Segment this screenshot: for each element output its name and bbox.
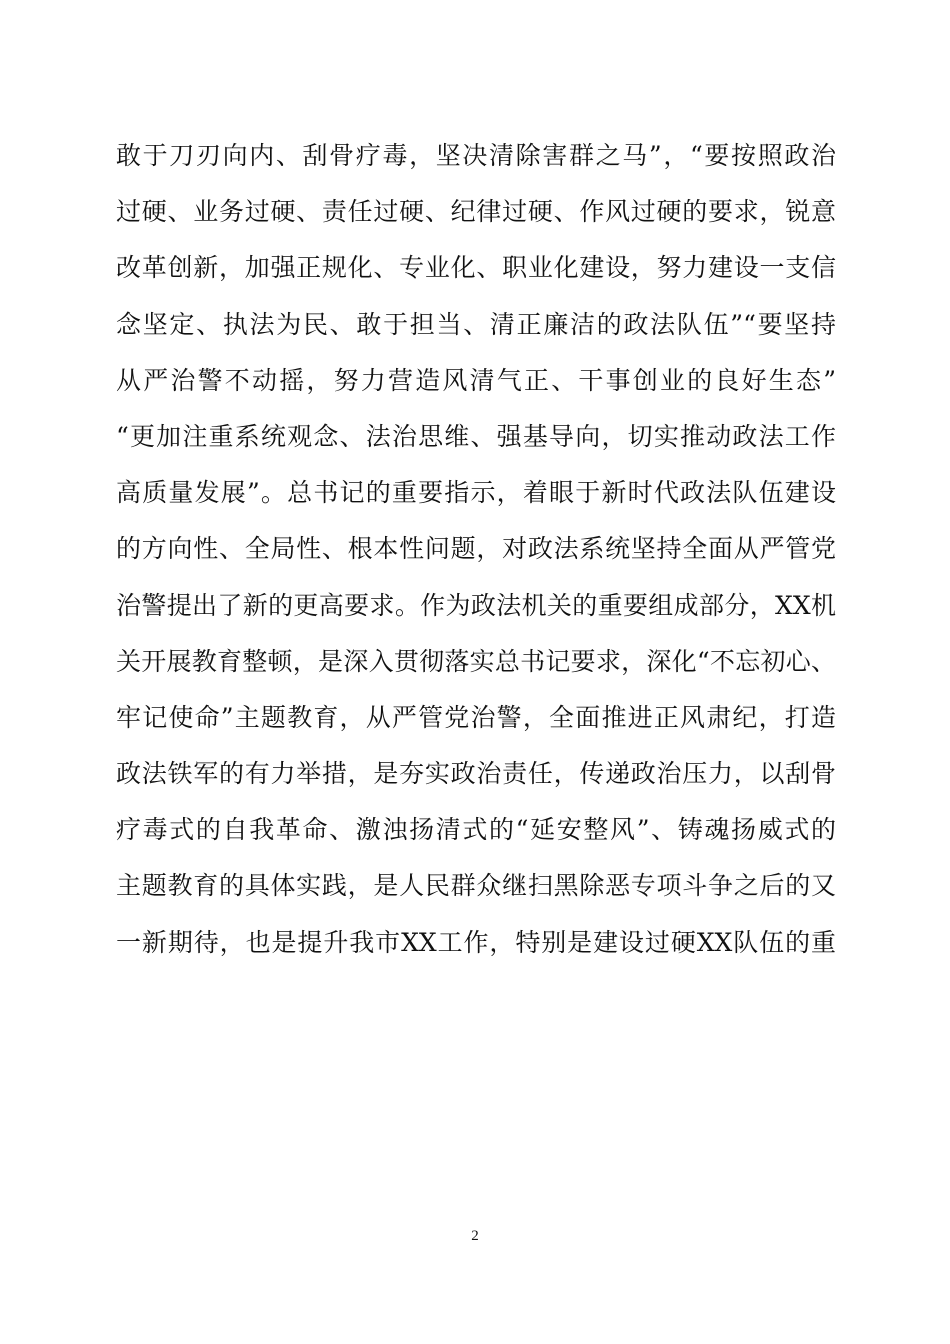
text-line-15: 一新期待，也是提升我市XX工作，特别是建设过硬XX队伍的重 (116, 927, 836, 957)
text-line-12: 政法铁军的有力举措，是夯实政治责任，传递政治压力，以刮骨 (116, 759, 836, 789)
text-line-14: 主题教育的具体实践，是人民群众继扫黑除恶专项斗争之后的又 (116, 871, 836, 901)
text-line-3: 改革创新，加强正规化、专业化、职业化建设，努力建设一支信 (116, 253, 836, 283)
text-line-4: 念坚定、执法为民、敢于担当、清正廉洁的政法队伍”“要坚持 (116, 309, 836, 339)
text-line-8: 的方向性、全局性、根本性问题，对政法系统坚持全面从严管党 (116, 534, 836, 564)
text-line-10: 关开展教育整顿，是深入贯彻落实总书记要求，深化“不忘初心、 (116, 646, 836, 676)
body-text (116, 128, 836, 971)
page-number: 2 (471, 1228, 479, 1244)
text-line-9: 治警提出了新的更高要求。作为政法机关的重要组成部分，XX机 (116, 590, 836, 620)
text-line-13: 疗毒式的自我革命、激浊扬清式的“延安整风”、铸魂扬威式的 (116, 815, 836, 845)
text-line-7: 高质量发展”。总书记的重要指示，着眼于新时代政法队伍建设 (116, 478, 836, 508)
text-line-1: 敢于刀刃向内、刮骨疗毒，坚决清除害群之马”，“要按照政治 (116, 141, 836, 170)
text-line-11: 牢记使命”主题教育，从严管党治警，全面推进正风肃纪，打造 (116, 702, 836, 732)
text-line-5: 从严治警不动摇，努力营造风清气正、干事创业的良好生态” (116, 365, 836, 395)
text-line-6: “更加注重系统观念、法治思维、强基导向，切实推动政法工作 (116, 421, 836, 451)
text-line-2: 过硬、业务过硬、责任过硬、纪律过硬、作风过硬的要求，锐意 (116, 197, 836, 227)
